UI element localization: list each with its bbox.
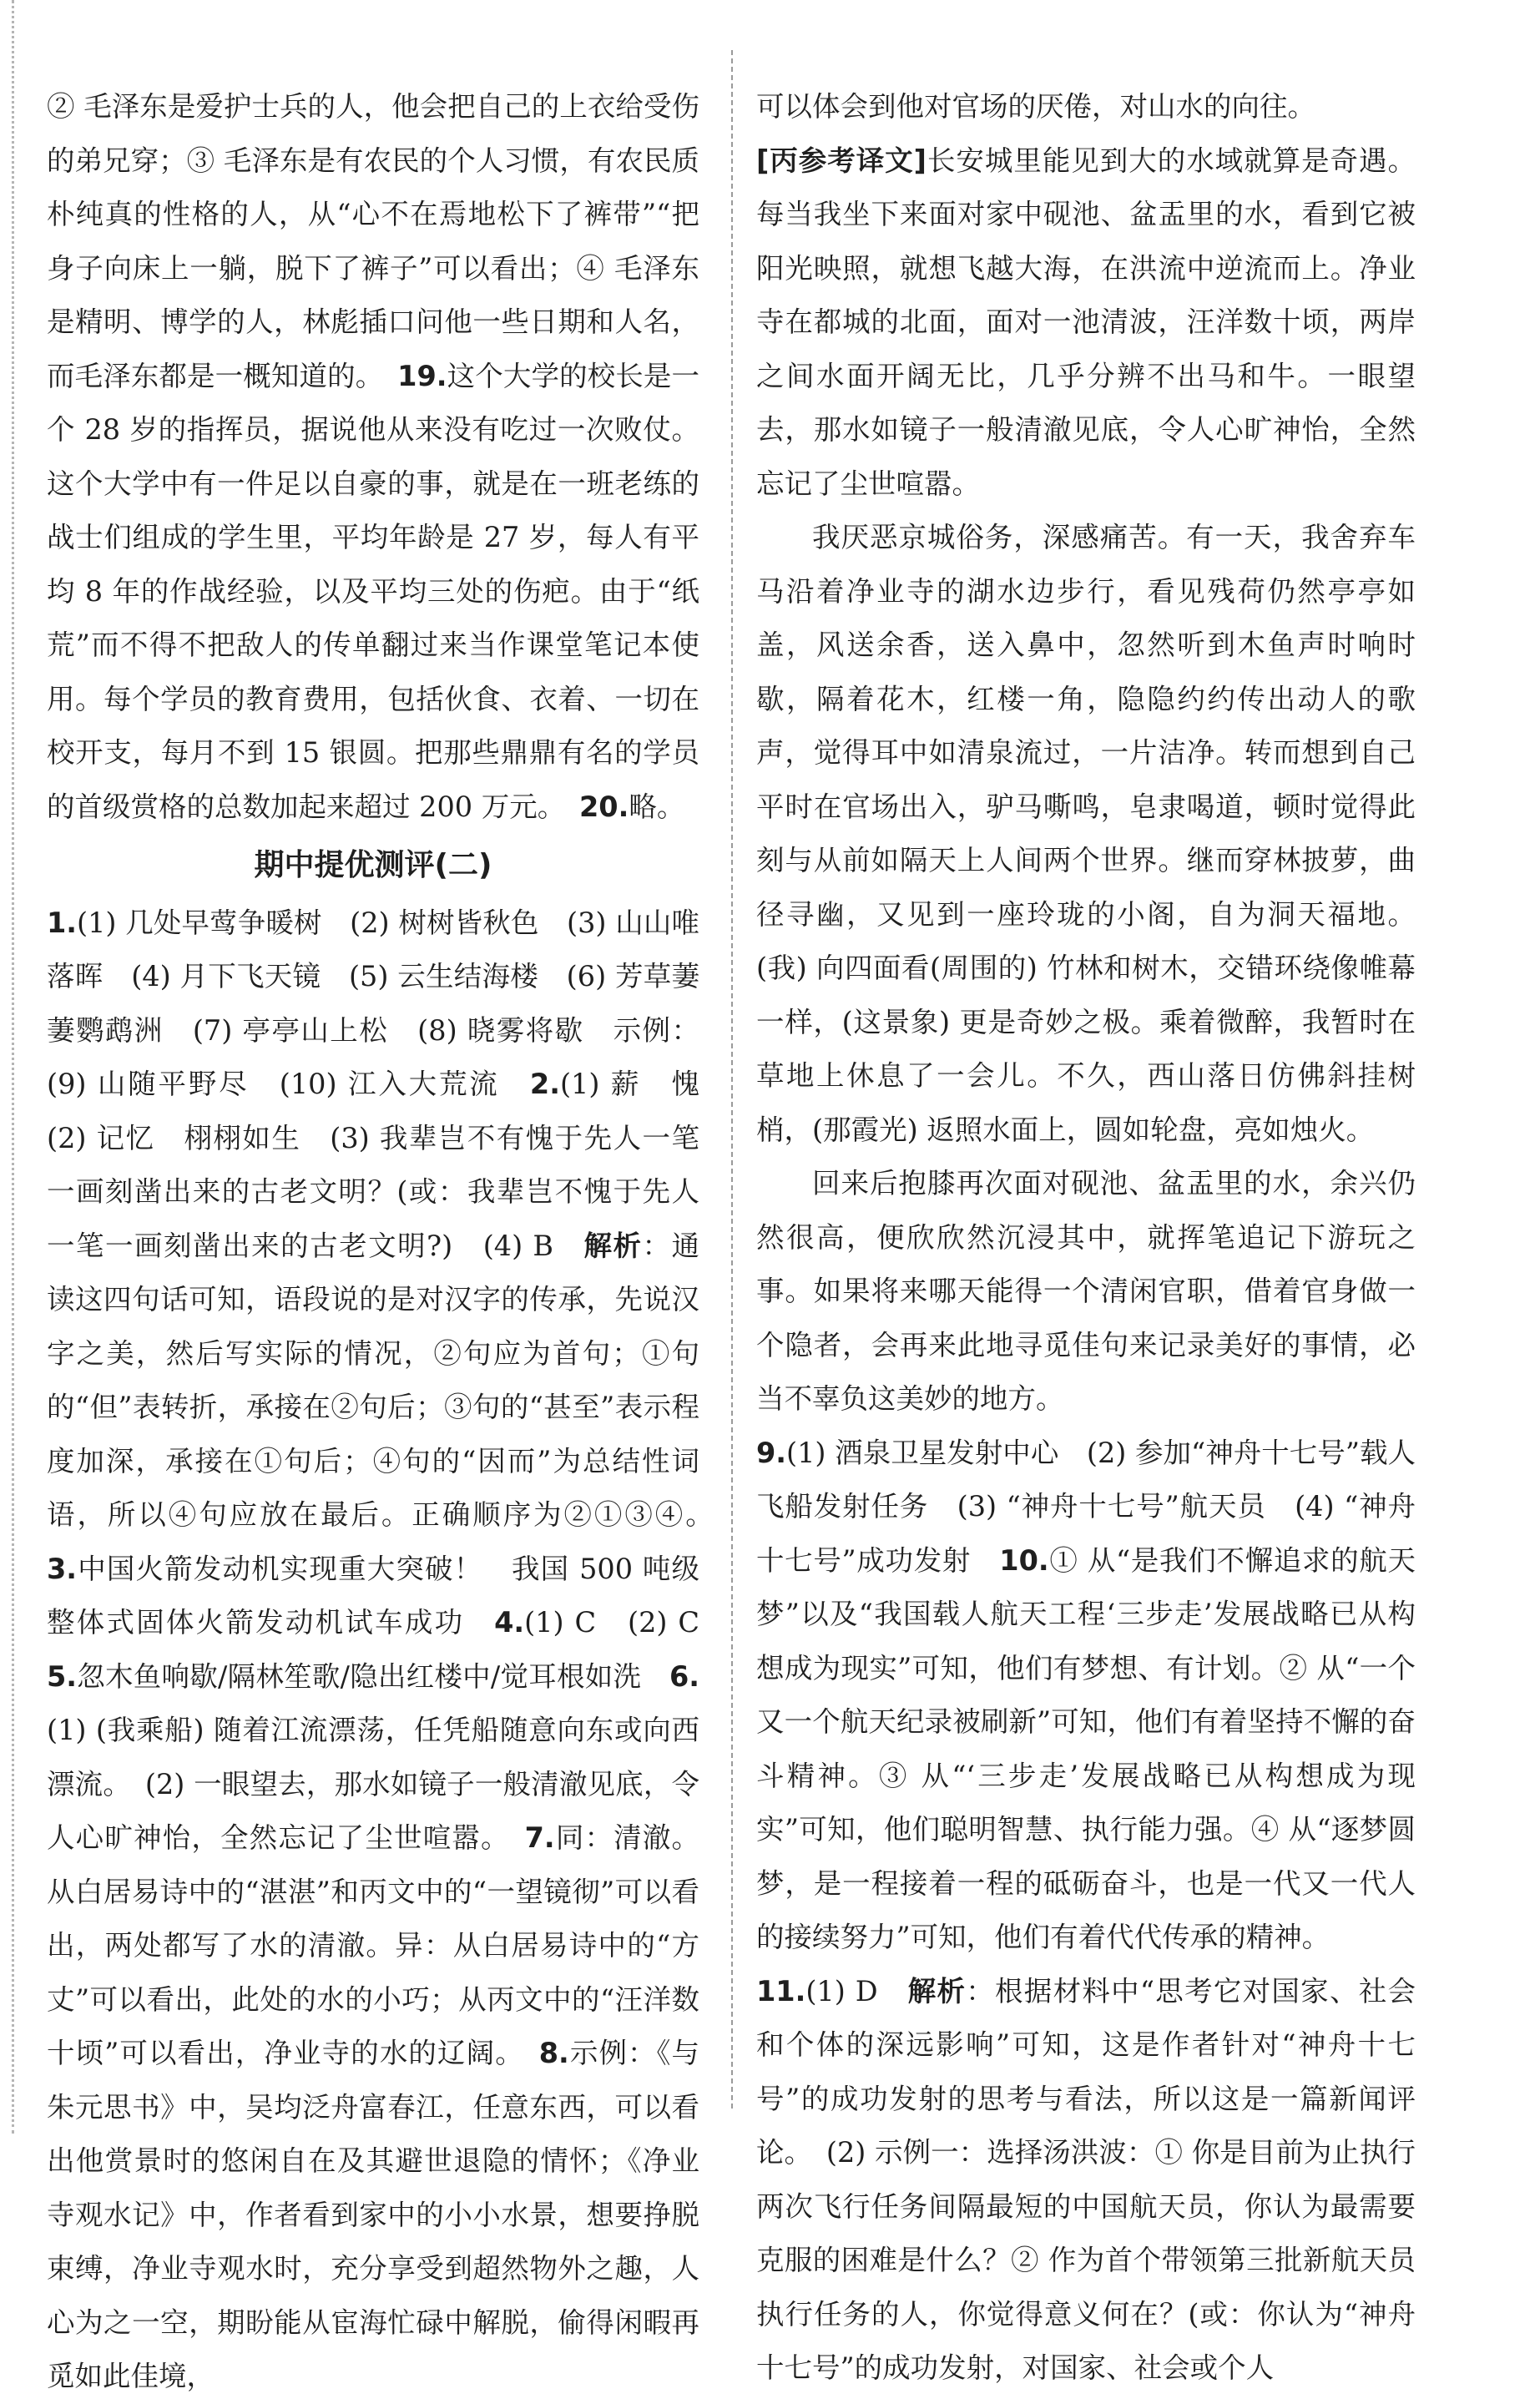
answer-block-1-8 — [47, 896, 728, 2404]
question-number-7: 7. — [524, 1821, 555, 1854]
question-number-6: 6. — [669, 1659, 700, 1693]
answer-text: (1) 酒泉卫星发射中心 (2) 参加“神舟十七号”载人飞船发射任务 (3) “神舟十七号”航天员 (4) “神舟十七号”成功发射 — [756, 1436, 1416, 1577]
left-column — [47, 80, 728, 2404]
column-divider — [731, 50, 733, 2109]
binding-dotted-line — [12, 0, 14, 2134]
question-number-9: 9. — [756, 1436, 787, 1469]
answer-text: 示例：《与朱元思书》中，吴均泛舟富春江，任意东西，可以看出他赏景时的悠闲自在及其避世退隐的情怀；《净业寺观水记》中，作者看到家中的小小水景，想要挣脱束缚，净业寺观水时，充分享受到超然物外之趣，人心为之一空，期盼能从宦海忙碌中解脱，偷得闲暇再觅如此佳境， — [47, 2037, 700, 2392]
analysis-label: 解析 — [907, 1974, 967, 2008]
answer-text: (1) (我乘船) 随着江流漂荡，任凭船随意向东或向西漂流。 (2) 一眼望去，那水如镜子一般清澈见底，令人心旷神怡，全然忘记了尘世喧嚣。 — [47, 1714, 699, 1854]
question-number-8: 8. — [538, 2037, 569, 2069]
reference-translation-p3: 回来后抱膝再次面对砚池、盆盂里的水，余兴仍然很高，便欣欣然沉浸其中，就挥笔追记下游玩之事。如果将来哪天能得一个清闲官职，借着官身做一个隐者，会再来此地寻觅佳句来记录美好的事情，必当不辜负这美妙的地方。 — [756, 1167, 1416, 1415]
answer-text: (1) C (2) C — [524, 1606, 700, 1639]
answer-text: 这个大学的校长是一个 28 岁的指挥员，据说他从来没有吃过一次败仗。这个大学中有一件足以自豪的事，就是在一班老练的战士们组成的学生里，平均年龄是 27 岁，每人有平均 8 年的作战经验，以及平均三处的伤疤。由于“纸荒”而不得不把敌人的传单翻过来当作课堂笔记本使用。每个学员的教育费用，包括伙食、衣着、一切在校开支，每月不到 15 银圆。把那些鼎鼎有名的学员的首级赏格的总数加起来超过 200 万元。 — [47, 359, 700, 823]
question-number-1: 1. — [47, 906, 78, 939]
question-number-11: 11. — [756, 1974, 806, 2008]
answer-block-11 — [756, 1965, 1416, 2396]
analysis-text: ：根据材料中“思考它对国家、社会和个体的深远影响”可知，这是作者针对“神舟十七号”的成功发射的思考与看法，所以这是一篇新闻评论。 (2) 示例一：选择汤洪波：① 你是目前为止执行两次飞行任务间隔最短的中国航天员，你认为最需要克服的困难是什么？② 作为首个带领第三批新航天员执行任务的人，你觉得意义何在？(或：你认为“神舟十七号”的成功发射，对国家、社会或个人 — [756, 1974, 1416, 2384]
reference-translation-p2: 我厌恶京城俗务，深感痛苦。有一天，我舍弃车马沿着净业寺的湖水边步行，看见残荷仍然亭亭如盖，风送余香，送入鼻中，忽然听到木鱼声时响时歇，隔着花木，红楼一角，隐隐约约传出动人的歌声，觉得耳中如清泉流过，一片洁净。转而想到自己平时在官场出入，驴马嘶鸣，皂隶喝道，顿时觉得此刻与从前如隔天上人间两个世界。继而穿林披萝，曲径寻幽，又见到一座玲珑的小阁，自为洞天福地。(我) 向四面看(周围的) 竹林和树木，交错环绕像帷幕一样，(这景象) 更是奇妙之极。乘着微醉，我暂时在草地上休息了一会儿。不久，西山落日仿佛斜挂树梢，(那霞光) 返照水面上，圆如轮盘，亮如烛火。 — [756, 521, 1416, 1146]
question-number-20: 20. — [579, 790, 629, 823]
answer-block-9-10 — [756, 1427, 1416, 1965]
answer-text: (1) 几处早莺争暖树 (2) 树树皆秋色 (3) 山山唯落晖 (4) 月下飞天镜 (5) 云生结海楼 (6) 芳草萋萋鹦鹉洲 (7) 亭亭山上松 (8) 晓雾将歇 示例：(9) 山随平野尽 (10) 江入大荒流 — [47, 906, 699, 1100]
question-number-10: 10. — [999, 1543, 1049, 1577]
answer-text: 略。 — [629, 790, 685, 823]
answer-text: ② 毛泽东是爱护士兵的人，他会把自己的上衣给受伤的弟兄穿；③ 毛泽东是有农民的个人习惯，有农民质朴纯真的性格的人，从“心不在焉地松下了裤带”“把身子向床上一躺，脱下了裤子”可以看出；④ 毛泽东是精明、博学的人，林彪插口问他一些日期和人名，而毛泽东都是一概知道的。 — [47, 90, 699, 392]
reference-translation-label: [丙参考译文] — [756, 144, 927, 177]
translation-text: 长安城里能见到大的水域就算是奇遇。每当我坐下来面对家中砚池、盆盂里的水，看到它被阳光映照，就想飞越大海，在洪流中逆流而上。净业寺在都城的北面，面对一池清波，汪洋数十顷，两岸之间水面开阔无比，几乎分辨不出马和牛。一眼望去，那水如镜子一般清澈见底，令人心旷神怡，全然忘记了尘世喧嚣。 — [756, 144, 1416, 500]
right-column — [756, 80, 1416, 2396]
answer-text: (1) D — [805, 1974, 878, 2008]
section-title: 期中提优测评(二) — [254, 848, 492, 882]
answer-text: 忽木鱼响歇/隔林笙歌/隐出红楼中/觉耳根如洗 — [77, 1659, 642, 1693]
analysis-text: ：通读这四句话可知，语段说的是对汉字的传承，先说汉字之美，然后写实际的情况，②句应为首句；①句的“但”表转折，承接在②句后；③句的“甚至”表示程度加深，承接在①句后；④句的“因而”为总结性词语，所以④句应放在最后。正确顺序为②①③④。 — [47, 1229, 700, 1531]
reference-translation-p1 — [756, 134, 1416, 512]
question-number-19: 19. — [397, 359, 447, 392]
answer-block-18-20 — [47, 80, 699, 834]
answer-text: 中国火箭发动机实现重大突破！ 我国 500 吨级整体式固体火箭发动机试车成功 — [47, 1552, 699, 1639]
answer-text: ① 从“是我们不懈追求的航天梦”以及“我国载人航天工程‘三步走’发展战略已从构想成为现实”可知，他们有梦想、有计划。② 从“一个又一个航天纪录被刷新”可知，他们有着坚持不懈的奋斗精神。③ 从“‘三步走’发展战略已从构想成为现实”可知，他们聪明智慧、执行能力强。④ 从“逐梦圆梦，是一程接着一程的砥砺奋斗，也是一代又一代人的接续努力”可知，他们有着代代传承的精神。 — [756, 1543, 1416, 1953]
question-number-2: 2. — [529, 1068, 560, 1100]
answer-text: 同：清澈。从白居易诗中的“湛湛”和丙文中的“一望镜彻”可以看出，两处都写了水的清澈。异：从白居易诗中的“方丈”可以看出，此处的水的小巧；从丙文中的“汪洋数十顷”可以看出，净业寺的水的辽阔。 — [47, 1821, 700, 2069]
answer-text: (1) 薪 愧 (2) 记忆 栩栩如生 (3) 我辈岂不有愧于先人一笔一画刻凿出来的古老文明？(或：我辈岂不愧于先人一笔一画刻凿出来的古老文明?) (4) B — [47, 1068, 728, 1262]
question-number-5: 5. — [47, 1659, 78, 1693]
analysis-label: 解析 — [583, 1229, 643, 1262]
question-number-3: 3. — [47, 1552, 78, 1585]
answer-continuation: 可以体会到他对官场的厌倦，对山水的向往。 — [756, 90, 1315, 123]
question-number-4: 4. — [494, 1606, 525, 1639]
